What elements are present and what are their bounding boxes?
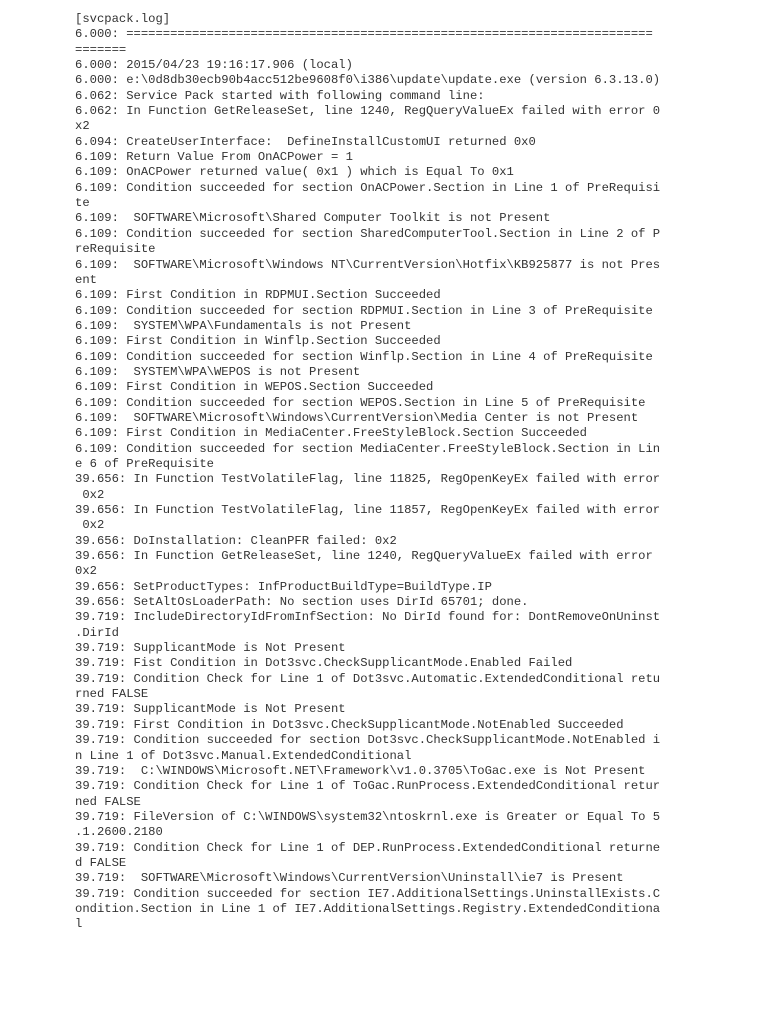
log-line: ondition.Section in Line 1 of IE7.AdditionalSettings.Registry.ExtendedConditiona — [75, 901, 661, 916]
log-line: 6.109: Condition succeeded for section WEPOS.Section in Line 5 of PreRequisite — [75, 395, 646, 410]
log-line: x2 — [75, 119, 90, 134]
log-line: 6.109: SYSTEM\WPA\Fundamentals is not Present — [75, 318, 412, 333]
log-line: ======= — [75, 42, 127, 57]
log-line: reRequisite — [75, 242, 156, 257]
log-line: 39.656: SetProductTypes: InfProductBuildType=BuildType.IP — [75, 579, 492, 594]
log-line: 6.000: ======================================================================== — [75, 27, 653, 42]
log-line: d FALSE — [75, 855, 127, 870]
log-line: 39.719: First Condition in Dot3svc.CheckSupplicantMode.NotEnabled Succeeded — [75, 717, 624, 732]
log-line: 6.109: First Condition in MediaCenter.FreeStyleBlock.Section Succeeded — [75, 426, 587, 441]
log-line: rned FALSE — [75, 687, 149, 702]
log-line: [svcpack.log] — [75, 12, 171, 26]
log-line: 39.719: Condition Check for Line 1 of DEP.RunProcess.ExtendedConditional returne — [75, 840, 661, 855]
log-line: 39.719: SOFTWARE\Microsoft\Windows\CurrentVersion\Uninstall\ie7 is Present — [75, 871, 624, 886]
log-line: 39.719: C:\WINDOWS\Microsoft.NET\Framework\v1.0.3705\ToGac.exe is Not Present — [75, 763, 646, 778]
log-line: 6.094: CreateUserInterface: DefineInstallCustomUI returned 0x0 — [75, 134, 536, 149]
log-line: 39.719: Condition Check for Line 1 of Dot3svc.Automatic.ExtendedConditional retu — [75, 671, 661, 686]
log-line: 0x2 — [75, 564, 97, 579]
log-line: ent — [75, 272, 97, 287]
log-line: 39.719: SupplicantMode is Not Present — [75, 702, 346, 717]
log-line: 6.062: Service Pack started with following command line: — [75, 88, 485, 103]
log-line: 0x2 — [75, 487, 105, 502]
log-line: 6.000: e:\0d8db30ecb90b4acc512be9608f0\i386\update\update.exe (version 6.3.13.0) — [75, 73, 661, 88]
log-line: 39.719: IncludeDirectoryIdFromInfSection: No DirId found for: DontRemoveOnUninst — [75, 610, 661, 625]
log-line: 6.109: OnACPower returned value( 0x1 ) which is Equal To 0x1 — [75, 165, 514, 180]
log-line: 6.109: Condition succeeded for section RDPMUI.Section in Line 3 of PreRequisite — [75, 303, 653, 318]
log-line: 39.719: FileVersion of C:\WINDOWS\system32\ntoskrnl.exe is Greater or Equal To 5 — [75, 809, 661, 824]
log-line: .DirId — [75, 625, 119, 640]
log-line: 0x2 — [75, 518, 105, 533]
log-line: 6.109: SYSTEM\WPA\WEPOS is not Present — [75, 364, 361, 379]
log-line: 6.109: SOFTWARE\Microsoft\Windows\CurrentVersion\Media Center is not Present — [75, 410, 639, 425]
log-line: ned FALSE — [75, 794, 141, 809]
log-line: 39.656: In Function TestVolatileFlag, line 11825, RegOpenKeyEx failed with error — [75, 472, 661, 487]
log-text — [75, 12, 675, 933]
log-line: 39.719: SupplicantMode is Not Present — [75, 641, 346, 656]
log-line: 6.109: First Condition in Winflp.Section Succeeded — [75, 334, 441, 349]
log-line: 6.062: In Function GetReleaseSet, line 1240, RegQueryValueEx failed with error 0 — [75, 104, 661, 119]
log-line: 39.719: Fist Condition in Dot3svc.CheckSupplicantMode.Enabled Failed — [75, 656, 573, 671]
log-line: te — [75, 196, 90, 211]
log-line: 6.109: Return Value From OnACPower = 1 — [75, 150, 353, 165]
log-line: 6.109: Condition succeeded for section OnACPower.Section in Line 1 of PreRequisi — [75, 180, 661, 195]
log-line: 6.109: Condition succeeded for section Winflp.Section in Line 4 of PreRequisite — [75, 349, 653, 364]
log-line: 6.000: 2015/04/23 19:16:17.906 (local) — [75, 58, 353, 73]
log-line: 6.109: Condition succeeded for section MediaCenter.FreeStyleBlock.Section in Lin — [75, 441, 661, 456]
log-line: 39.719: Condition succeeded for section Dot3svc.CheckSupplicantMode.NotEnabled i — [75, 733, 661, 748]
log-line: l — [75, 917, 83, 932]
log-line: 39.656: In Function GetReleaseSet, line 1240, RegQueryValueEx failed with error — [75, 549, 653, 564]
log-line: n Line 1 of Dot3svc.Manual.ExtendedConditional — [75, 748, 412, 763]
log-line: 39.719: Condition succeeded for section IE7.AdditionalSettings.UninstallExists.C — [75, 886, 661, 901]
log-line: 39.656: SetAltOsLoaderPath: No section uses DirId 65701; done. — [75, 595, 529, 610]
log-line: .1.2600.2180 — [75, 825, 163, 840]
log-line: e 6 of PreRequisite — [75, 456, 214, 471]
log-line: 39.656: DoInstallation: CleanPFR failed: 0x2 — [75, 533, 397, 548]
log-line: 6.109: SOFTWARE\Microsoft\Shared Computer Toolkit is not Present — [75, 211, 551, 226]
log-line: 6.109: First Condition in RDPMUI.Section Succeeded — [75, 288, 441, 303]
log-line: 39.719: Condition Check for Line 1 of ToGac.RunProcess.ExtendedConditional retur — [75, 779, 661, 794]
log-line: 6.109: SOFTWARE\Microsoft\Windows NT\CurrentVersion\Hotfix\KB925877 is not Pres — [75, 257, 661, 272]
log-line: 39.656: In Function TestVolatileFlag, line 11857, RegOpenKeyEx failed with error — [75, 503, 661, 517]
log-line: 6.109: Condition succeeded for section SharedComputerTool.Section in Line 2 of P — [75, 226, 661, 241]
log-line: 6.109: First Condition in WEPOS.Section Succeeded — [75, 380, 434, 395]
